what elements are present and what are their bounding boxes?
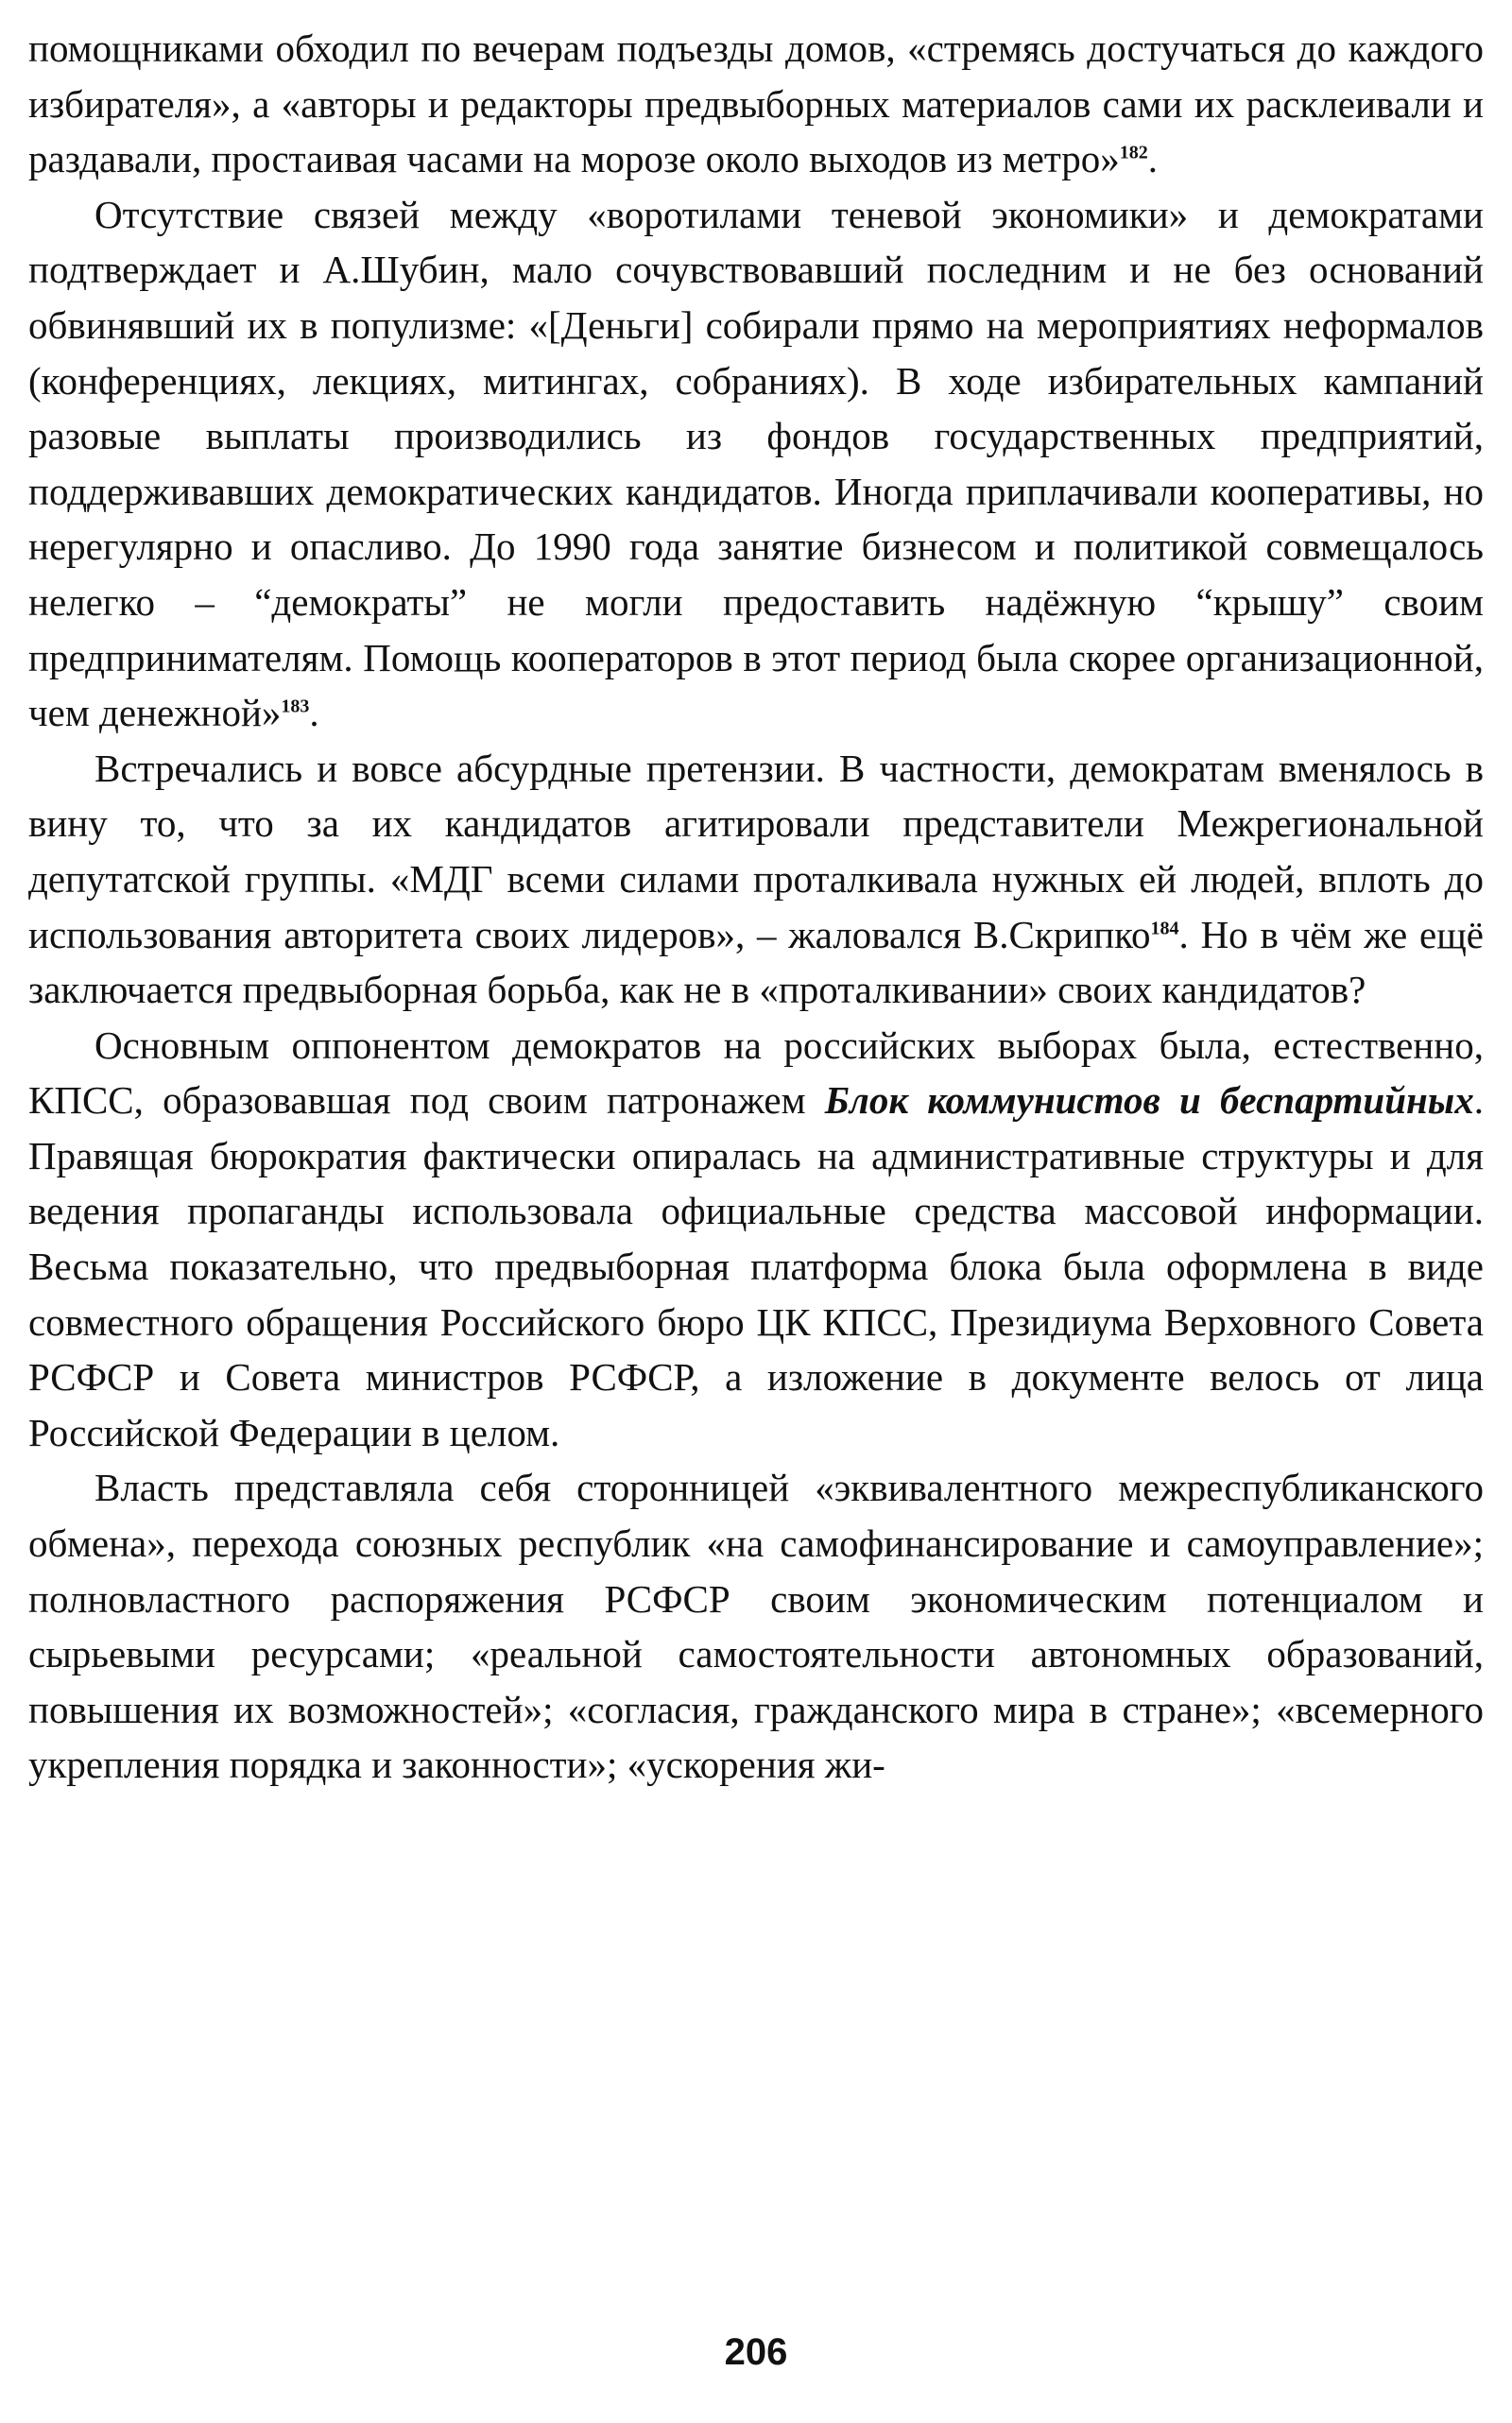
paragraph-4-text-after: . Правящая бюрократия фактически опиралась на административные структуры и для ведения пропаганды использовала официальные средства массовой информации. Весьма показательно, что предвыборная платформа блока была оформлена в виде совместного обращения Российского бюро ЦК КПСС, Президиума Верховного Совета РСФСР и Совета министров РСФСР, а изложение в документе велось от лица Российской Федерации в целом. xyxy=(28,1078,1484,1454)
footnote-ref-184: 184 xyxy=(1150,917,1179,938)
paragraph-5-text: Власть представляла себя сторонницей «эквивалентного межреспубликанского обмена», перехода союзных республик «на самофинансирование и самоуправление»; полновластного распоряжения РСФСР своим экономическим потенциалом и сырьевыми ресурсами; «реальной самостоятельности автономных образований, повышения их возможностей»; «согласия, гражданского мира в стране»; «всемерного укрепления порядка и законности»; «ускорения жи- xyxy=(28,1466,1484,1787)
paragraph-1 xyxy=(28,21,1484,187)
paragraph-2-tail: . xyxy=(309,691,319,735)
paragraph-1-tail: . xyxy=(1147,137,1158,181)
paragraph-4-text-before: Основным оппонентом демократов на российских выборах была, естественно, КПСС, образовавшая под своим патронажем xyxy=(28,1022,1484,1123)
paragraph-3-text: Встречались и вовсе абсурдные претензии. В частности, демократам вменялось в вину то, что за их кандидатов агитировали представители Межрегиональной депутатской группы. «МДГ всеми силами проталкивала нужных ей людей, вплоть до использования авторитета своих лидеров», – жаловался В.Скрипко xyxy=(28,746,1484,956)
paragraph-4 xyxy=(28,1018,1484,1461)
paragraph-5 xyxy=(28,1460,1484,1793)
paragraph-3 xyxy=(28,741,1484,1018)
footnote-ref-182: 182 xyxy=(1119,142,1148,163)
paragraph-2 xyxy=(28,187,1484,741)
bloc-name-emphasis: Блок коммунистов и беспартийных xyxy=(824,1078,1474,1123)
footnote-ref-183: 183 xyxy=(281,696,310,717)
paragraph-1-text: помощниками обходил по вечерам подъезды домов, «стремясь достучаться до каждого избирателя», а «авторы и редакторы предвыборных материалов сами их расклеивали и раздавали, простаивая часами на морозе около выходов из метро» xyxy=(28,26,1484,181)
paragraph-2-text: Отсутствие связей между «воротилами теневой экономики» и демократами подтверждает и А.Шубин, мало сочувствовавший последним и не без оснований обвинявший их в популизме: «[Деньги] собирали прямо на мероприятиях неформалов (конференциях, лекциях, митингах, собраниях). В ходе избирательных кампаний разовые выплаты производились из фондов государственных предприятий, поддерживавших демократических кандидатов. Иногда приплачивали кооперативы, но нерегулярно и опасливо. До 1990 года занятие бизнесом и политикой совмещалось нелегко – “демократы” не могли предоставить надёжную “крышу” своим предпринимателям. Помощь кооператоров в этот период была скорее организационной, чем денежной» xyxy=(28,192,1484,735)
page-number: 206 xyxy=(724,2331,788,2373)
paragraph-3-tail: . Но в чём же ещё заключается предвыборная борьба, как не в «проталкивании» своих кандидатов? xyxy=(28,912,1485,1012)
page-body xyxy=(28,21,1484,1793)
